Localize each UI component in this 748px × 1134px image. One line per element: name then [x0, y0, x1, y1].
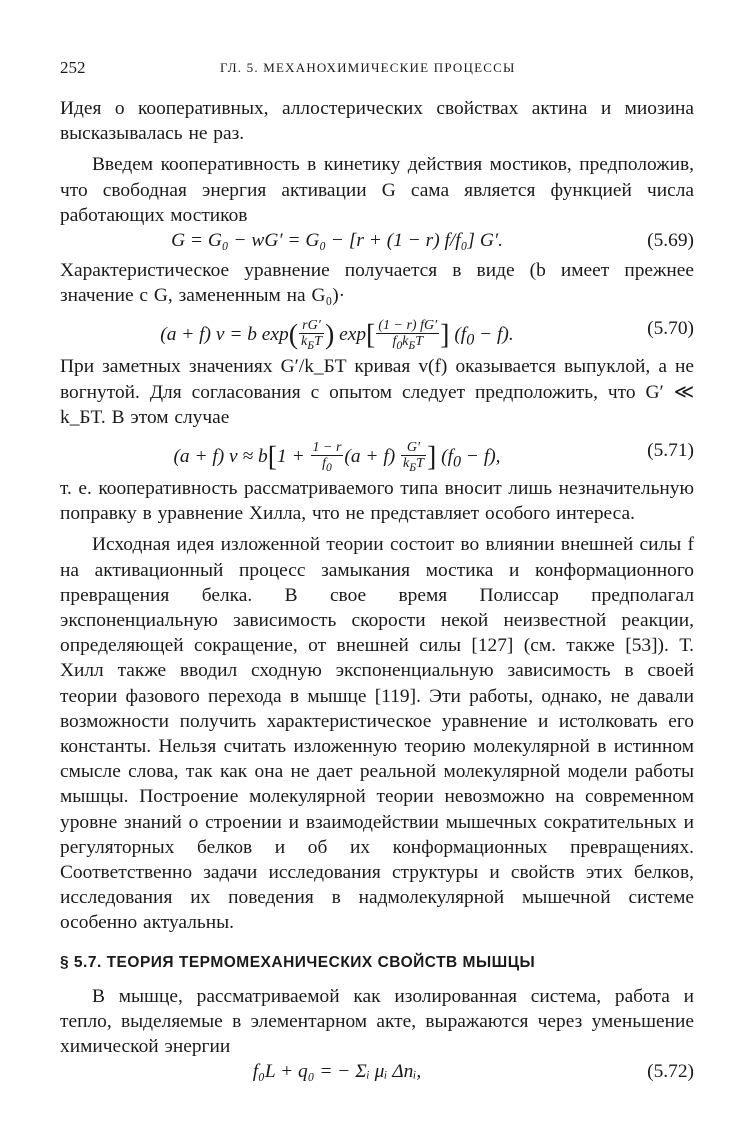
paragraph-2: Введем кооперативность в кинетику действия мостиков, предположив, что свободная энергия активации G сама является функцией числа работающих мостиков: [60, 154, 694, 226]
equation-5-69: [60, 228, 694, 258]
equation-5-70-body: (a + f) v = b exp( $\frac{rG'}{k_БT}$ ) exp[ $\frac{(1 - r) fG'}{f_0k_БT}$ ] $(f_0 - f)$.: [160, 318, 514, 353]
paragraph-6: Исходная идея изложенной теории состоит во влиянии внешней силы f на активационный процесс замыкания мостика и конформационного превращения белка. В свое время Полиссар предполагал экспоненциальную зависимость скорости некой неизвестной реакции, определяющей сокращение, от внешней силы [127] (см. также [53]). Т. Хилл также вводил сходную экспоненциальную зависимость в своей теории фазового перехода в мышце [119]. Эти работы, однако, не давали возможности получить характеристическое уравнение и истолковать его константы. Нельзя считать изложенную теорию молекулярной в истинном смысле слова, так как она не дает реальной молекулярной модели работы мышцы. Построение молекулярной теории невозможно на современном уровне знаний о строении и взаимодействии мышечных сократительных и регуляторных белков и об их конформационных превращениях. Соответственно задачи исследования структуры и свойств этих белков, исследования их поведения в надмолекулярной мышечной системе особенно актуальны.: [60, 534, 694, 934]
paragraph-4: При заметных значениях G′/k_БT кривая v(f) оказывается выпуклой, а не вогнутой. Для согласования с опытом следует предположить, что G′ ≪ k_БT. В этом случае: [60, 356, 694, 428]
equation-5-72: [60, 1059, 694, 1089]
equation-5-69-body: G = G₀ − wG′ = G₀ − [r + (1 − r) f/f₀] G′.: [171, 230, 503, 252]
equation-5-70: [60, 308, 694, 354]
equation-5-70-number: (5.70): [647, 318, 694, 340]
paragraph-3: Характеристическое уравнение получается в виде (b имеет прежнее значение с G, замененным на G₀)·: [60, 260, 694, 307]
paragraph-7: В мышце, рассматриваемой как изолированная система, работа и тепло, выделяемые в элементарном акте, выражаются через уменьшение химической энергии: [60, 985, 694, 1058]
equation-5-69-number: (5.69): [647, 230, 694, 252]
equation-5-72-body: f₀L + q₀ = − Σᵢ μᵢ Δnᵢ,: [252, 1061, 422, 1083]
page-body: [60, 96, 694, 1089]
equation-5-71-body: (a + f) v ≈ b[1 + $\frac{1 - r}{f_0}$ (a + f) $\frac{G'}{k_БT}$ ] $(f_0 - f)$,: [173, 440, 501, 474]
equation-5-72-number: (5.72): [647, 1061, 694, 1083]
running-head: ГЛ. 5. МЕХАНОХИМИЧЕСКИЕ ПРОЦЕССЫ: [220, 60, 516, 75]
equation-5-71-number: (5.71): [647, 440, 694, 462]
paragraph-1: Идея о кооперативных, аллостерических свойствах актина и миозина высказывалась не раз.: [60, 98, 694, 145]
page-number: 252: [60, 58, 86, 77]
section-title: § 5.7. ТЕОРИЯ ТЕРМОМЕХАНИЧЕСКИХ СВОЙСТВ МЫШЦЫ: [60, 953, 536, 971]
page-header: [60, 58, 700, 80]
paragraph-5: т. е. кооперативность рассматриваемого типа вносит лишь незначительную поправку в уравнение Хилла, что не представляет особого интереса.: [60, 478, 694, 525]
equation-5-71: [60, 430, 694, 476]
